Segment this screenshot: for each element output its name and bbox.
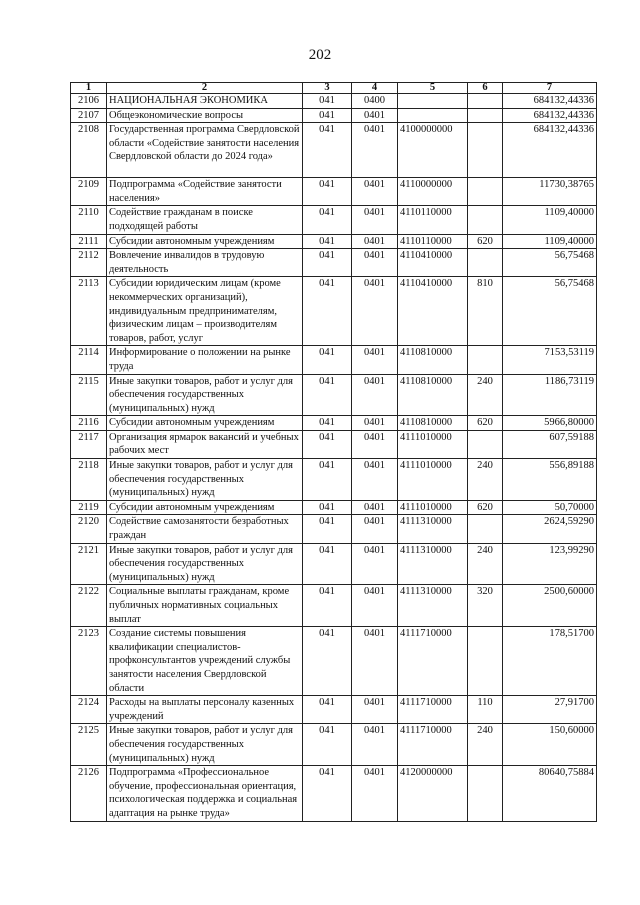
section-code: 0401: [352, 416, 398, 431]
section-code: 0401: [352, 585, 398, 627]
table-row: [71, 234, 597, 249]
row-number: 2113: [71, 277, 107, 346]
row-number: 2111: [71, 234, 107, 249]
expense-type-code: 620: [468, 234, 503, 249]
row-number: 2108: [71, 123, 107, 178]
admin-code: 041: [303, 94, 352, 109]
expense-type-code: 240: [468, 459, 503, 501]
section-code: 0401: [352, 627, 398, 696]
expense-type-code: [468, 108, 503, 123]
header-cell: 2: [107, 83, 303, 94]
row-name: Информирование о положении на рынке труда: [107, 346, 303, 374]
admin-code: 041: [303, 766, 352, 821]
expense-type-code: 810: [468, 277, 503, 346]
row-name: Иные закупки товаров, работ и услуг для обеспечения государственных (муниципальных) нужд: [107, 374, 303, 416]
row-amount: 2500,60000: [503, 585, 597, 627]
admin-code: 041: [303, 585, 352, 627]
row-name: Подпрограмма «Содействие занятости населения»: [107, 178, 303, 206]
target-article-code: 4110810000: [398, 346, 468, 374]
section-code: 0401: [352, 374, 398, 416]
section-code: 0401: [352, 249, 398, 277]
row-number: 2121: [71, 543, 107, 585]
header-cell: 6: [468, 83, 503, 94]
table-row: [71, 416, 597, 431]
row-name: Подпрограмма «Профессиональное обучение, профессиональная ориентация, психологическая поддержка и социальная адаптация на рынке труда»: [107, 766, 303, 821]
expense-type-code: [468, 178, 503, 206]
row-name: Организация ярмарок вакансий и учебных рабочих мест: [107, 430, 303, 458]
target-article-code: 4111010000: [398, 500, 468, 515]
section-code: 0401: [352, 178, 398, 206]
section-code: 0401: [352, 234, 398, 249]
header-cell: 1: [71, 83, 107, 94]
row-number: 2112: [71, 249, 107, 277]
row-name: Содействие гражданам в поиске подходящей работы: [107, 206, 303, 234]
row-amount: 56,75468: [503, 277, 597, 346]
admin-code: 041: [303, 696, 352, 724]
section-code: 0401: [352, 500, 398, 515]
table-row: [71, 459, 597, 501]
row-name: Вовлечение инвалидов в трудовую деятельность: [107, 249, 303, 277]
row-name: Иные закупки товаров, работ и услуг для обеспечения государственных (муниципальных) нужд: [107, 724, 303, 766]
admin-code: 041: [303, 430, 352, 458]
table-row: [71, 724, 597, 766]
table-row: [71, 696, 597, 724]
expense-type-code: 620: [468, 500, 503, 515]
row-number: 2118: [71, 459, 107, 501]
row-name: Содействие самозанятости безработных граждан: [107, 515, 303, 543]
admin-code: 041: [303, 543, 352, 585]
section-code: 0401: [352, 277, 398, 346]
expense-type-code: [468, 249, 503, 277]
row-number: 2120: [71, 515, 107, 543]
row-number: 2110: [71, 206, 107, 234]
row-amount: 150,60000: [503, 724, 597, 766]
row-amount: 607,59188: [503, 430, 597, 458]
row-number: 2116: [71, 416, 107, 431]
expense-type-code: 320: [468, 585, 503, 627]
admin-code: 041: [303, 724, 352, 766]
row-amount: 178,51700: [503, 627, 597, 696]
expense-type-code: [468, 430, 503, 458]
expense-type-code: [468, 206, 503, 234]
expense-type-code: 240: [468, 543, 503, 585]
target-article-code: 4111310000: [398, 585, 468, 627]
row-amount: 7153,53119: [503, 346, 597, 374]
row-number: 2115: [71, 374, 107, 416]
admin-code: 041: [303, 206, 352, 234]
row-number: 2117: [71, 430, 107, 458]
table-row: [71, 430, 597, 458]
target-article-code: 4110410000: [398, 277, 468, 346]
target-article-code: 4110000000: [398, 178, 468, 206]
target-article-code: 4110410000: [398, 249, 468, 277]
table-row: [71, 585, 597, 627]
row-number: 2109: [71, 178, 107, 206]
row-name: Общеэкономические вопросы: [107, 108, 303, 123]
section-code: 0401: [352, 515, 398, 543]
row-amount: 2624,59290: [503, 515, 597, 543]
row-amount: 684132,44336: [503, 94, 597, 109]
row-amount: 684132,44336: [503, 123, 597, 178]
table-row: [71, 178, 597, 206]
target-article-code: 4111710000: [398, 627, 468, 696]
table-row: [71, 249, 597, 277]
admin-code: 041: [303, 249, 352, 277]
expense-type-code: 110: [468, 696, 503, 724]
admin-code: 041: [303, 374, 352, 416]
row-number: 2119: [71, 500, 107, 515]
row-amount: 1109,40000: [503, 234, 597, 249]
section-code: 0401: [352, 206, 398, 234]
header-cell: 7: [503, 83, 597, 94]
row-amount: 27,91700: [503, 696, 597, 724]
target-article-code: [398, 94, 468, 109]
table-row: [71, 766, 597, 821]
row-number: 2122: [71, 585, 107, 627]
section-code: 0401: [352, 724, 398, 766]
row-name: Социальные выплаты гражданам, кроме публичных нормативных социальных выплат: [107, 585, 303, 627]
row-amount: 11730,38765: [503, 178, 597, 206]
target-article-code: 4110810000: [398, 416, 468, 431]
admin-code: 041: [303, 500, 352, 515]
row-amount: 556,89188: [503, 459, 597, 501]
section-code: 0401: [352, 459, 398, 501]
budget-table: [70, 82, 597, 822]
table-row: [71, 346, 597, 374]
target-article-code: 4111710000: [398, 696, 468, 724]
row-name: Государственная программа Свердловской области «Содействие занятости населения Свердловской области до 2024 года»: [107, 123, 303, 178]
row-name: Субсидии автономным учреждениям: [107, 500, 303, 515]
expense-type-code: [468, 515, 503, 543]
target-article-code: 4111310000: [398, 543, 468, 585]
row-amount: 1109,40000: [503, 206, 597, 234]
admin-code: 041: [303, 515, 352, 543]
section-code: 0401: [352, 108, 398, 123]
header-row: [71, 83, 597, 94]
target-article-code: 4120000000: [398, 766, 468, 821]
table-row: [71, 277, 597, 346]
row-name: Субсидии автономным учреждениям: [107, 416, 303, 431]
table-row: [71, 627, 597, 696]
row-name: Расходы на выплаты персоналу казенных учреждений: [107, 696, 303, 724]
table-row: [71, 543, 597, 585]
row-number: 2123: [71, 627, 107, 696]
expense-type-code: 240: [468, 724, 503, 766]
table-row: [71, 123, 597, 178]
target-article-code: 4110810000: [398, 374, 468, 416]
row-amount: 50,70000: [503, 500, 597, 515]
row-name: Субсидии юридическим лицам (кроме некоммерческих организаций), индивидуальным предпринимателям, физическим лицам – производителям товаров, работ, услуг: [107, 277, 303, 346]
row-name: Субсидии автономным учреждениям: [107, 234, 303, 249]
target-article-code: 4110110000: [398, 234, 468, 249]
section-code: 0401: [352, 123, 398, 178]
header-cell: 3: [303, 83, 352, 94]
section-code: 0401: [352, 346, 398, 374]
table-row: [71, 206, 597, 234]
section-code: 0401: [352, 766, 398, 821]
target-article-code: 4100000000: [398, 123, 468, 178]
row-amount: 684132,44336: [503, 108, 597, 123]
target-article-code: 4110110000: [398, 206, 468, 234]
row-amount: 1186,73119: [503, 374, 597, 416]
row-number: 2106: [71, 94, 107, 109]
row-name: Создание системы повышения квалификации специалистов-профконсультантов учреждений службы занятости населения Свердловской области: [107, 627, 303, 696]
expense-type-code: [468, 346, 503, 374]
target-article-code: 4111010000: [398, 430, 468, 458]
expense-type-code: [468, 627, 503, 696]
admin-code: 041: [303, 108, 352, 123]
admin-code: 041: [303, 123, 352, 178]
row-name: Иные закупки товаров, работ и услуг для обеспечения государственных (муниципальных) нужд: [107, 543, 303, 585]
target-article-code: 4111010000: [398, 459, 468, 501]
row-amount: 123,99290: [503, 543, 597, 585]
row-name: НАЦИОНАЛЬНАЯ ЭКОНОМИКА: [107, 94, 303, 109]
row-number: 2114: [71, 346, 107, 374]
section-code: 0401: [352, 430, 398, 458]
row-amount: 80640,75884: [503, 766, 597, 821]
admin-code: 041: [303, 277, 352, 346]
expense-type-code: 240: [468, 374, 503, 416]
header-cell: 4: [352, 83, 398, 94]
section-code: 0400: [352, 94, 398, 109]
page-number: 202: [308, 47, 332, 63]
header-cell: 5: [398, 83, 468, 94]
admin-code: 041: [303, 178, 352, 206]
admin-code: 041: [303, 416, 352, 431]
target-article-code: [398, 108, 468, 123]
row-number: 2107: [71, 108, 107, 123]
target-article-code: 4111710000: [398, 724, 468, 766]
expense-type-code: 620: [468, 416, 503, 431]
table-row: [71, 515, 597, 543]
expense-type-code: [468, 94, 503, 109]
expense-type-code: [468, 766, 503, 821]
expense-type-code: [468, 123, 503, 178]
admin-code: 041: [303, 234, 352, 249]
section-code: 0401: [352, 543, 398, 585]
row-number: 2124: [71, 696, 107, 724]
row-name: Иные закупки товаров, работ и услуг для обеспечения государственных (муниципальных) нужд: [107, 459, 303, 501]
section-code: 0401: [352, 696, 398, 724]
table-row: [71, 108, 597, 123]
row-amount: 5966,80000: [503, 416, 597, 431]
row-number: 2125: [71, 724, 107, 766]
admin-code: 041: [303, 459, 352, 501]
table-row: [71, 374, 597, 416]
target-article-code: 4111310000: [398, 515, 468, 543]
table-row: [71, 94, 597, 109]
table-row: [71, 500, 597, 515]
admin-code: 041: [303, 627, 352, 696]
row-number: 2126: [71, 766, 107, 821]
row-amount: 56,75468: [503, 249, 597, 277]
admin-code: 041: [303, 346, 352, 374]
